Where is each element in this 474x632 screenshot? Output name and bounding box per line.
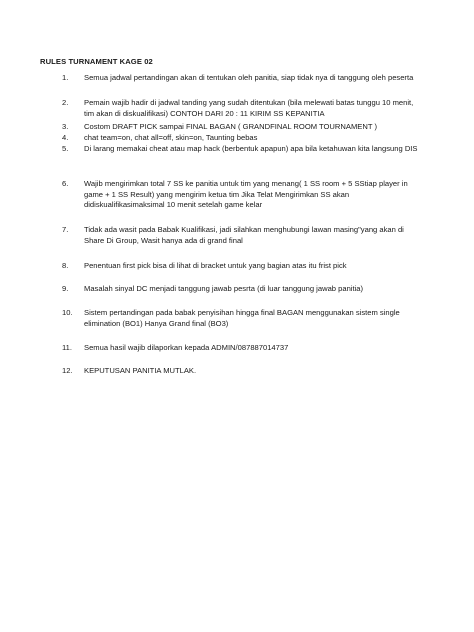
rule-number: 7. <box>62 225 69 234</box>
rule-text: chat team=on, chat all=off, skin=on, Taunting bebas <box>84 133 258 142</box>
rule-item-11 <box>62 343 424 354</box>
rule-number: 1. <box>62 73 69 82</box>
rule-item-9 <box>62 284 424 295</box>
rule-number: 10. <box>62 308 73 317</box>
rule-item-4 <box>62 133 424 144</box>
rule-text: Semua hasil wajib dilaporkan kepada ADMIN/087887014737 <box>84 343 289 352</box>
rule-number: 12. <box>62 366 73 375</box>
rule-item-3 <box>62 122 424 133</box>
rule-number: 9. <box>62 284 69 293</box>
rule-item-8 <box>62 261 424 272</box>
rule-number: 2. <box>62 98 69 107</box>
rule-number: 4. <box>62 133 69 142</box>
rule-number: 6. <box>62 179 69 188</box>
rule-text: Tidak ada wasit pada Babak Kualifikasi, jadi silahkan menghubungi lawan masing"yang akan di Share Di Group, Wasit hanya ada di grand final <box>84 225 404 245</box>
rule-number: 5. <box>62 144 69 153</box>
rule-text: Pemain wajib hadir di jadwal tanding yang sudah ditentukan (bila melewati batas tunggu 10 menit, tim akan di diskualifikasi) CONTOH DARI 20 : 11 KIRIM SS KEPANITIA <box>84 98 414 118</box>
rule-text: Wajib mengirimkan total 7 SS ke panitia untuk tim yang menang( 1 SS room + 5 SStiap player in game + 1 SS Result) yang mengirim ketua tim Jika Telat Mengirimkan SS akan didiskualifikasimaksimal 10 menit setelah game kelar <box>84 179 408 210</box>
rule-item-10 <box>62 308 424 329</box>
rule-item-5 <box>62 144 424 155</box>
rule-number: 8. <box>62 261 69 270</box>
rule-text: Sistem pertandingan pada babak penyisihan hingga final BAGAN menggunakan sistem single elimination (BO1) Hanya Grand final (BO3) <box>84 308 400 328</box>
rule-text: Penentuan first pick bisa di lihat di bracket untuk yang bagian atas itu frist pick <box>84 261 347 270</box>
rule-text: Masalah sinyal DC menjadi tanggung jawab pesrta (di luar tanggung jawab panitia) <box>84 284 364 293</box>
rule-text: Di larang memakai cheat atau map hack (berbentuk apapun) apa bila ketahuwan kita langsung DIS <box>84 144 418 153</box>
rule-text: Costom DRAFT PICK sampai FINAL BAGAN ( GRANDFINAL ROOM TOURNAMENT ) <box>84 122 377 131</box>
rule-item-6 <box>62 179 424 211</box>
document-title: RULES TURNAMENT KAGE 02 <box>40 57 153 66</box>
rule-number: 3. <box>62 122 69 131</box>
rule-item-2 <box>62 98 424 119</box>
rule-number: 11. <box>62 343 72 352</box>
rule-item-12 <box>62 366 424 377</box>
rule-text: KEPUTUSAN PANITIA MUTLAK. <box>84 366 197 375</box>
rule-text: Semua jadwal pertandingan akan di tentukan oleh panitia, siap tidak nya di tanggung oleh peserta <box>84 73 414 82</box>
rule-item-1 <box>62 73 424 84</box>
rule-item-7 <box>62 225 424 246</box>
